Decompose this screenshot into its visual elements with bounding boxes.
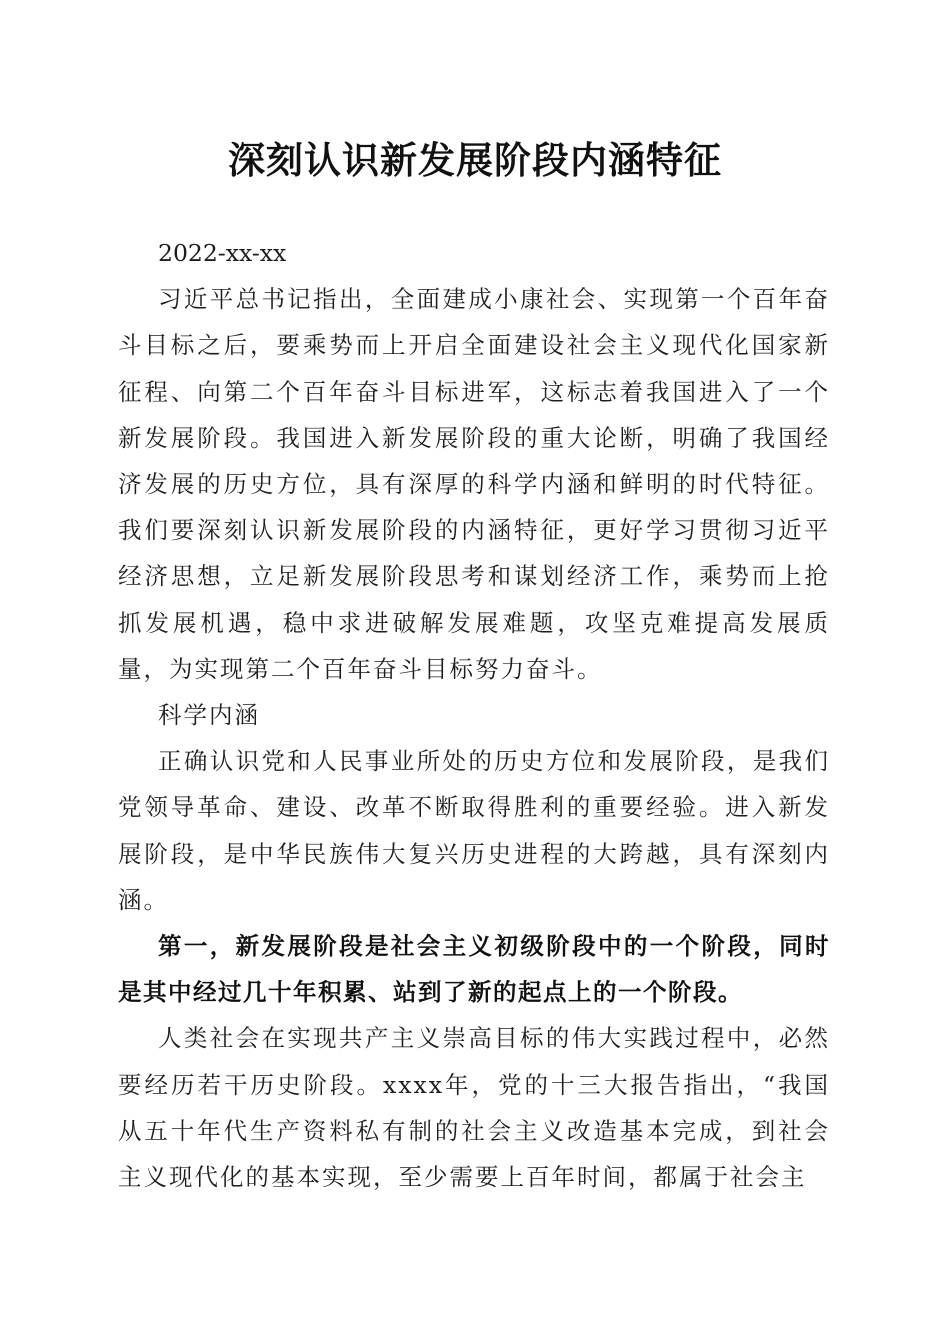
body-paragraph: 人类社会在实现共产主义崇高目标的伟大实践过程中，必然要经历若干历史阶段。xxxx年，党的十三大报告指出，“我国从五十年代生产资料私有制的社会主义改造基本完成，到社会主义现代化的基本实现，至少需要上百年时间，都属于社会主	[118, 1024, 830, 1192]
point-one-paragraph: 第一，新发展阶段是社会主义初级阶段中的一个阶段，同时是其中经过几十年积累、站到了新的起点上的一个阶段。	[118, 932, 830, 1007]
intro-paragraph: 习近平总书记指出，全面建成小康社会、实现第一个百年奋斗目标之后，要乘势而上开启全面建设社会主义现代化国家新征程、向第二个百年奋斗目标进军，这标志着我国进入了一个新发展阶段。我国进入新发展阶段的重大论断，明确了我国经济发展的历史方位，具有深厚的科学内涵和鲜明的时代特征。我们要深刻认识新发展阶段的内涵特征，更好学习贯彻习近平经济思想，立足新发展阶段思考和谋划经济工作，乘势而上抢抓发展机遇，稳中求进破解发展难题，攻坚克难提高发展质量，为实现第二个百年奋斗目标努力奋斗。	[118, 285, 830, 683]
body-paragraph: 正确认识党和人民事业所处的历史方位和发展阶段，是我们党领导革命、建设、改革不断取得胜利的重要经验。进入新发展阶段，是中华民族伟大复兴历史进程的大跨越，具有深刻内涵。	[118, 747, 830, 914]
document-title: 深刻认识新发展阶段内涵特征	[228, 138, 722, 182]
document-date: 2022-xx-xx	[158, 239, 287, 267]
document-body	[118, 230, 830, 1200]
section-heading: 科学内涵	[158, 701, 260, 730]
